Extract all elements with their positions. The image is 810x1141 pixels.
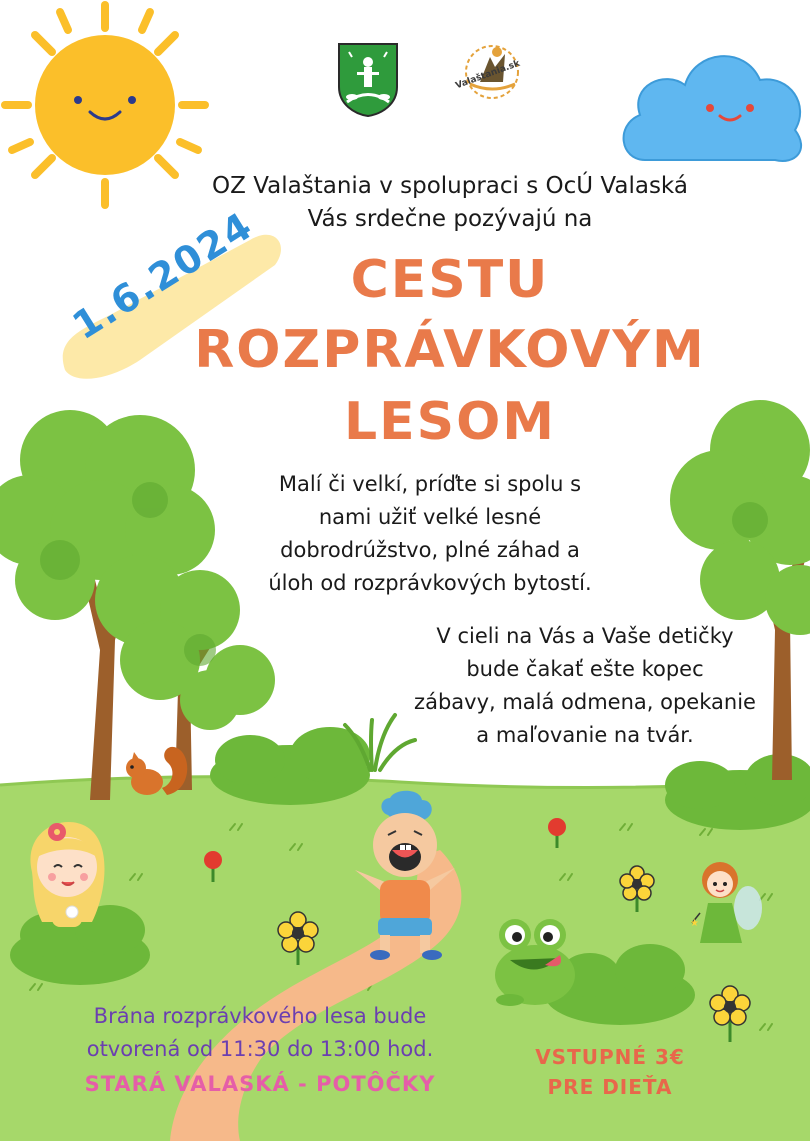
org-logo-text: Valaštania.sk [454,58,522,92]
intro-line: OZ Valaštania v spolupraci s OcÚ Valaská [212,173,688,199]
boy-character-icon [350,790,460,965]
gate-line: Brána rozprávkového lesa bude [93,1004,427,1028]
description-line: úloh od rozprávkových bytostí. [268,571,592,595]
cloud-icon [615,30,810,170]
girl-character-icon [22,812,112,937]
fee-line: VSTUPNÉ 3€ [535,1045,685,1069]
fairy-character-icon [690,858,765,953]
description-text [240,468,620,600]
finish-text [380,620,790,752]
event-location: STARÁ VALASKÁ - POTÔČKY [84,1072,436,1096]
coat-of-arms-icon [337,42,399,117]
title-line-2: ROZPRÁVKOVÝM [194,320,706,380]
finish-line: a maľovanie na tvár. [476,723,694,747]
finish-line: zábavy, malá odmena, opekanie [414,690,756,714]
finish-line: V cieli na Vás a Vaše detičky [436,624,734,648]
svg-text:★: ★ [690,918,699,929]
description-line: dobrodrúžstvo, plné záhad a [280,538,580,562]
title-line-3: LESOM [343,392,557,452]
intro-text [150,170,750,236]
title-line-1: CESTU [350,250,550,310]
description-line: nami užiť velké lesné [318,505,542,529]
entry-fee [500,1042,720,1102]
gate-opening-text [40,1000,480,1066]
fee-line: PRE DIEŤA [547,1075,673,1099]
description-line: Malí či velkí, príďte si spolu s [278,472,582,496]
event-date-text: 1.6.2024 [64,202,261,349]
frog-character-icon [490,910,590,1010]
finish-line: bude čakať ešte kopec [466,657,704,681]
squirrel-icon [122,740,192,800]
intro-line: Vás srdečne pozývajú na [307,206,593,232]
gate-line: otvorená od 11:30 do 13:00 hod. [86,1037,434,1061]
